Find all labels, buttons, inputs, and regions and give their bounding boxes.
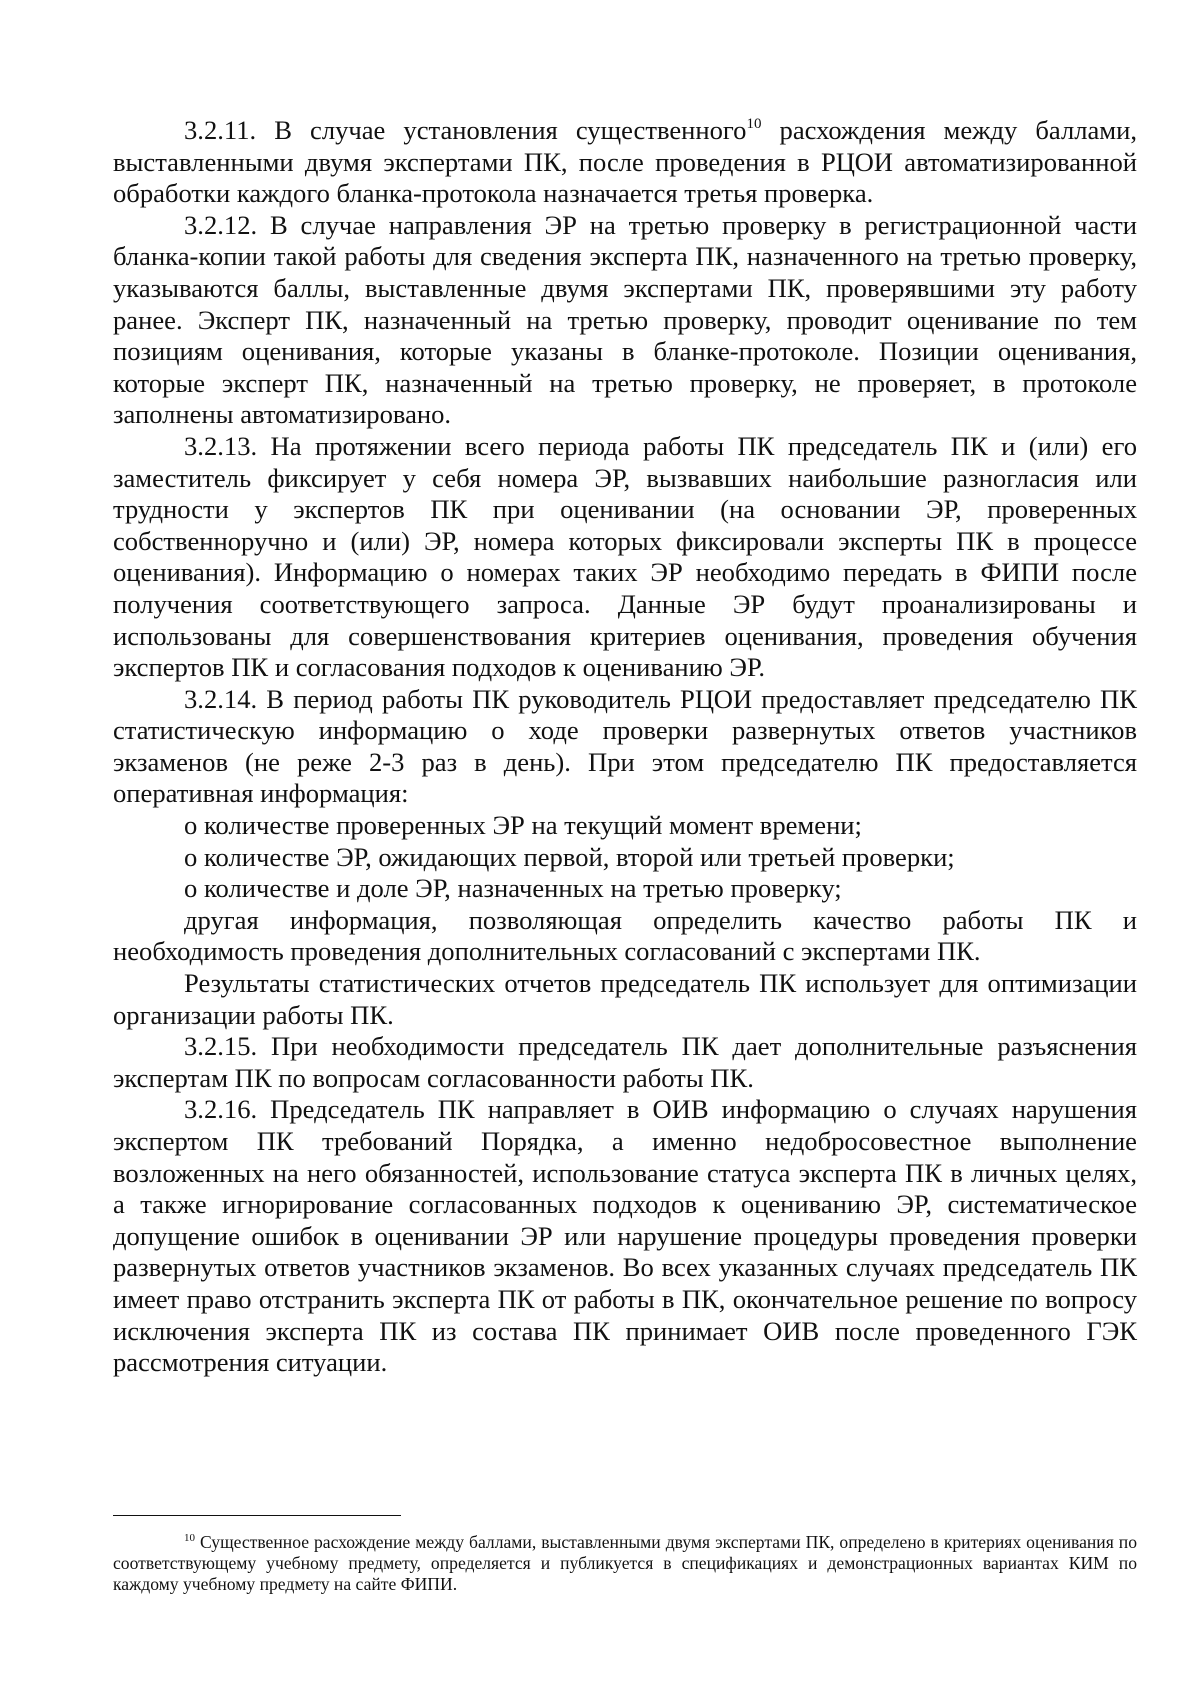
paragraph-3-2-12: 3.2.12. В случае направления ЭР на третью проверку в регистрационной части бланка-копии такой работы для сведения эксперта ПК, назначенного на третью проверку, указываются баллы, выставленные двумя экспертами ПК, проверявшими эту работу ранее. Эксперт ПК, назначенный на третью проверку, проводит оценивание по тем позициям оценивания, которые указаны в бланке-протоколе. Позиции оценивания, которые эксперт ПК, назначенный на третью проверку, не проверяет, в протоколе заполнены автоматизировано. (113, 209, 1137, 430)
list-item: другая информация, позволяющая определить качество работы ПК и необходимость проведения дополнительных согласований с экспертами ПК. (113, 904, 1137, 967)
paragraph-3-2-13: 3.2.13. На протяжении всего периода работы ПК председатель ПК и (или) его заместитель фиксирует у себя номера ЭР, вызвавших наибольшие разногласия или трудности у экспертов ПК при оценивании (на основании ЭР, проверенных собственноручно и (или) ЭР, номера которых фиксировали эксперты ПК в процессе оценивания). Информацию о номерах таких ЭР необходимо передать в ФИПИ после получения соответствующего запроса. Данные ЭР будут проанализированы и использованы для совершенствования критериев оценивания, проведения обучения экспертов ПК и согласования подходов к оцениванию ЭР. (113, 430, 1137, 683)
paragraph-text: расхождения между баллами, выставленными двумя экспертами ПК, после проведения в РЦОИ автоматизированной обработки каждого бланка-протокола назначается третья проверка. (113, 115, 1138, 209)
footnote-separator (113, 1515, 401, 1516)
document-body (113, 115, 1137, 1379)
paragraph-text: 3.2.11. В случае установления существенного (184, 115, 747, 145)
list-item: о количестве проверенных ЭР на текущий момент времени; (184, 810, 862, 841)
paragraph-3-2-15: 3.2.15. При необходимости председатель ПК дает дополнительные разъяснения экспертам ПК по вопросам согласованности работы ПК. (113, 1031, 1137, 1093)
paragraph-3-2-16: 3.2.16. Председатель ПК направляет в ОИВ информацию о случаях нарушения экспертом ПК требований Порядка, а именно недобросовестное выполнение возложенных на него обязанностей, использование статуса эксперта ПК в личных целях, а также игнорирование согласованных подходов к оцениванию ЭР, систематическое допущение ошибок в оценивании ЭР или нарушение процедуры проведения проверки развернутых ответов участников экзаменов. Во всех указанных случаях председатель ПК имеет право отстранить эксперта ПК от работы в ПК, окончательное решение по вопросу исключения эксперта ПК из состава ПК принимает ОИВ после проведенного ГЭК рассмотрения ситуации. (113, 1094, 1137, 1378)
list-item: о количестве и доле ЭР, назначенных на третью проверку; (184, 873, 842, 904)
footnote-text: Существенное расхождение между баллами, выставленными двумя экспертами ПК, определено в критериях оценивания по соответствующему учебному предмету, определяется и публикуется в спецификациях и демонстрационных вариантах КИМ по каждому учебному предмету на сайте ФИПИ. (113, 1532, 1137, 1595)
paragraph-3-2-14: 3.2.14. В период работы ПК руководитель РЦОИ предоставляет председателю ПК статистическую информацию о ходе проверки развернутых ответов участников экзаменов (не реже 2-3 раз в день). При этом председателю ПК предоставляется оперативная информация: (113, 683, 1137, 809)
footnote-marker: 10 (184, 1532, 195, 1544)
paragraph-results: Результаты статистических отчетов председатель ПК использует для оптимизации организации работы ПК. (113, 968, 1137, 1030)
footnote-reference[interactable]: 10 (746, 116, 762, 132)
paragraph-3-2-11 (113, 115, 1137, 210)
list-item: о количестве ЭР, ожидающих первой, второй или третьей проверки; (184, 841, 955, 872)
footnote (113, 1532, 1137, 1596)
